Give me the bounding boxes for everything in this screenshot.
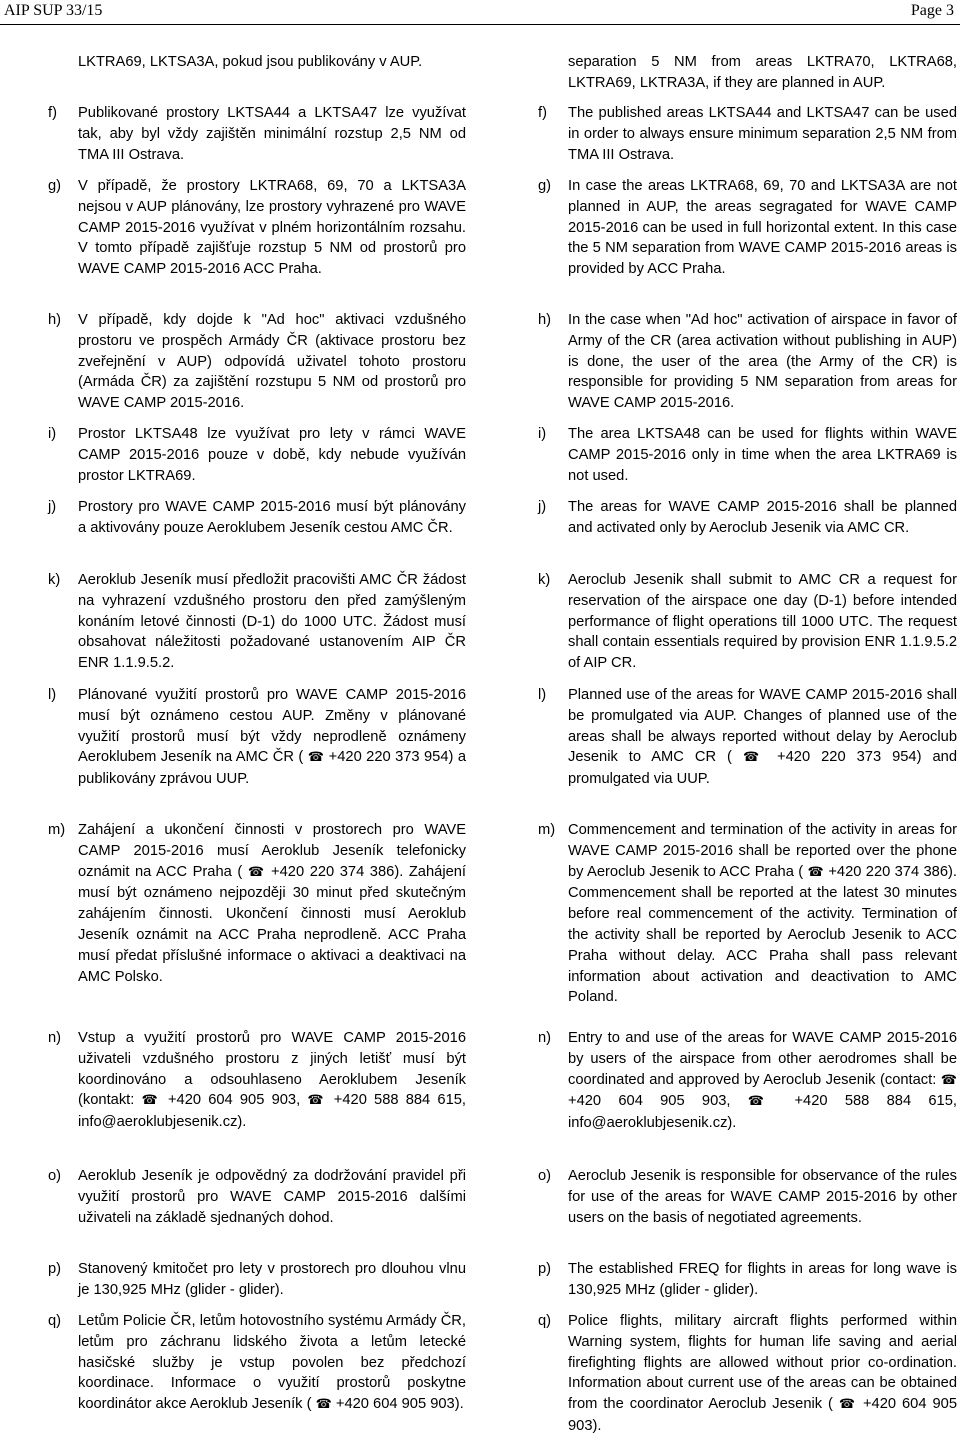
item-text: Stanovený kmitočet pro lety v prostorech pro dlouhou vlnu je 130,925 MHz (glider - glider). <box>78 1261 466 1298</box>
paragraph-text: LKTRA69, LKTSA3A, pokud jsou publikovány v AUP. <box>78 54 423 70</box>
item-text: Publikované prostory LKTSA44 a LKTSA47 lze využívat tak, aby byl vždy zajištěn minimální rozstup 2,5 NM od TMA III Ostrava. <box>78 105 466 163</box>
list-item <box>538 310 957 414</box>
list-item <box>48 1028 466 1133</box>
item-label: q) <box>48 1313 62 1329</box>
list-item <box>48 176 466 280</box>
item-text: Plánované využití prostorů pro WAVE CAMP 2015-2016 musí být oznámeno cestou AUP. Změny v plánované využití prostorů musí být vždy neprodleně oznámeny Aeroklubem Jeseník na AMC ČR ( ☎ +420 220 373 954) a publikovány zprávou UUP. <box>78 687 466 788</box>
telephone-icon: ☎ <box>141 1093 161 1109</box>
paragraph-text: separation 5 NM from areas LKTRA70, LKTRA68, LKTRA69, LKTRA3A, if they are planned in AUP. <box>568 54 957 91</box>
item-text: Entry to and use of the areas for WAVE CAMP 2015-2016 by users of the airspace from other aerodromes shall be coordinated and approved by Aeroclub Jesenik (contact: ☎ +420 604 905 903, ☎ +420 588 884 615, info@aeroklubjesenik.cz). <box>568 1030 957 1132</box>
item-text: The area LKTSA48 can be used for flights within WAVE CAMP 2015-2016 only in time when the area LKTRA69 is not used. <box>568 426 957 484</box>
item-text: Zahájení a ukončení činnosti v prostorech pro WAVE CAMP 2015-2016 musí Aeroklub Jeseník telefonicky oznámit na ACC Praha ( ☎ +420 220 374 386). Zahájení musí být oznámeno nejpozději 30 minut před skutečným zahájením činnosti. Ukončení činnosti musí Aeroklub Jeseník oznámit na ACC Praha neprodleně. ACC Praha musí předat příslušné informace o aktivaci a deaktivaci na AMC Polsko. <box>78 822 466 985</box>
list-item <box>48 1166 466 1228</box>
list-item <box>538 176 957 280</box>
page-number: Page 3 <box>910 2 954 19</box>
paragraph-continuation <box>48 52 466 73</box>
list-item <box>48 103 466 165</box>
telephone-icon: ☎ <box>807 864 824 880</box>
item-label: g) <box>538 178 552 194</box>
item-label: o) <box>538 1168 552 1184</box>
item-text: The areas for WAVE CAMP 2015-2016 shall be planned and activated only by Aeroclub Jesenik via AMC CR. <box>568 499 957 536</box>
item-label: i) <box>48 426 57 442</box>
paragraph-continuation <box>538 52 957 94</box>
list-item <box>538 685 957 790</box>
item-text: The established FREQ for flights in areas for long wave is 130,925 MHz (glider - glider). <box>568 1261 957 1298</box>
item-text: Planned use of the areas for WAVE CAMP 2015-2016 shall be promulgated via AUP. Changes of planned use of the areas shall be always reported without delay by Aeroclub Jesenik to AMC CR ( ☎ +420 220 373 954) and promulgated via UUP. <box>568 687 957 788</box>
item-text: Aeroclub Jesenik shall submit to AMC CR a request for reservation of the airspace one day (D-1) before intended performance of flight operations till 1000 UTC. The request shall contain essentials required by provision ENR 1.1.9.5.2 of AIP CR. <box>568 572 957 672</box>
item-label: n) <box>48 1030 62 1046</box>
item-text: Prostory pro WAVE CAMP 2015-2016 musí být plánovány a aktivovány pouze Aeroklubem Jeseník cestou AMC ČR. <box>78 499 466 536</box>
item-text: Police flights, military aircraft flights performed within Warning system, flights for human life saving and aerial firefighting flights are allowed without prior co-ordination. Information about current use of the areas can be obtained from the coordinator Aeroclub Jesenik ( ☎ +420 604 905 903). <box>568 1313 957 1434</box>
item-label: n) <box>538 1030 552 1046</box>
item-label: j) <box>48 499 57 515</box>
telephone-icon: ☎ <box>940 1072 957 1088</box>
header-divider <box>0 24 960 25</box>
item-text: Letům Policie ČR, letům hotovostního systému Armády ČR, letům pro záchranu lidského života a letům letecké hasičské služby je vstup povolen bez předchozí koordinace. Informace o využití prostorů poskytne koordinátor akce Aeroklub Jeseník ( ☎ +420 604 905 903). <box>78 1313 466 1413</box>
item-label: l) <box>48 687 57 703</box>
telephone-icon: ☎ <box>315 1397 332 1413</box>
list-item <box>538 424 957 486</box>
list-item <box>538 103 957 165</box>
list-item <box>48 820 466 987</box>
item-text: Commencement and termination of the activity in areas for WAVE CAMP 2015-2016 shall be reported over the phone by Aeroclub Jesenik to ACC Praha ( ☎ +420 220 374 386). Commencement shall be reported at the latest 30 minutes before real commencement of the activity. Termination of the activity shall be reported by Aeroclub Jesenik to ACC Praha without delay. ACC Praha shall pass relevant information about activation and deactivation to AMC Poland. <box>568 822 957 1006</box>
telephone-icon: ☎ <box>307 750 325 766</box>
item-text: The published areas LKTSA44 and LKTSA47 can be used in order to always ensure minimum separation 2,5 NM from TMA III Ostrava. <box>568 105 957 163</box>
item-text: Vstup a využití prostorů pro WAVE CAMP 2015-2016 uživateli vzdušného prostoru z jiných letišť musí být koordinováno a odsouhlaseno Aeroklubem Jeseník (kontakt: ☎ +420 604 905 903, ☎ +420 588 884 615, info@aeroklubjesenik.cz). <box>78 1030 466 1131</box>
telephone-icon: ☎ <box>838 1397 857 1413</box>
telephone-icon: ☎ <box>742 750 767 766</box>
item-text: Aeroklub Jeseník musí předložit pracovišti AMC ČR žádost na vyhrazení vzdušného prostoru den před zamýšleným konáním letové činnosti (D-1) do 1000 UTC. Žádost musí obsahovat náležitosti požadované ustanovením AIP ČR ENR 1.1.9.5.2. <box>78 572 466 672</box>
item-label: f) <box>538 105 547 121</box>
czech-column <box>48 52 466 1432</box>
item-label: k) <box>538 572 551 588</box>
list-item <box>538 1166 957 1228</box>
document-reference: AIP SUP 33/15 <box>4 2 103 19</box>
list-item <box>48 310 466 414</box>
list-item <box>538 1028 957 1134</box>
list-item <box>48 685 466 790</box>
telephone-icon: ☎ <box>247 864 266 880</box>
item-text: Aeroklub Jeseník je odpovědný za dodržování pravidel při využití prostorů pro WAVE CAMP 2015-2016 dalšími uživateli na základě sjednaných dohod. <box>78 1168 466 1226</box>
telephone-icon: ☎ <box>307 1093 327 1109</box>
list-item <box>48 497 466 539</box>
item-text: V případě, kdy dojde k "Ad hoc" aktivaci vzdušného prostoru ve prospěch Armády ČR (aktivace prostoru bez zveřejnění v AUP) odpovídá uživatel tohoto prostoru (Armáda ČR) za zajištění rozstupu 5 NM od prostorů pro WAVE CAMP 2015-2016. <box>78 312 466 412</box>
item-label: p) <box>538 1261 552 1277</box>
list-item <box>538 1311 957 1437</box>
list-item <box>48 424 466 486</box>
item-label: l) <box>538 687 547 703</box>
item-label: m) <box>48 822 66 838</box>
item-label: f) <box>48 105 57 121</box>
item-label: p) <box>48 1261 62 1277</box>
item-text: Prostor LKTSA48 lze využívat pro lety v rámci WAVE CAMP 2015-2016 pouze v době, kdy nebude využíván prostor LKTRA69. <box>78 426 466 484</box>
item-label: m) <box>538 822 556 838</box>
list-item <box>48 1311 466 1416</box>
list-item <box>48 570 466 674</box>
item-label: h) <box>48 312 62 328</box>
item-text: Aeroclub Jesenik is responsible for observance of the rules for use of the areas for WAVE CAMP 2015-2016 by other users on the basis of negotiated agreements. <box>568 1168 957 1226</box>
item-label: i) <box>538 426 547 442</box>
item-label: j) <box>538 499 547 515</box>
item-label: o) <box>48 1168 62 1184</box>
item-label: h) <box>538 312 552 328</box>
item-text: V případě, že prostory LKTRA68, 69, 70 a LKTSA3A nejsou v AUP plánovány, lze prostory vyhrazené pro WAVE CAMP 2015-2016 využívat v plném horizontálním rozsahu. V tomto případě zajišťuje rozstup 5 NM od prostorů pro WAVE CAMP 2015-2016 ACC Praha. <box>78 178 466 278</box>
item-label: g) <box>48 178 62 194</box>
telephone-icon: ☎ <box>747 1094 778 1110</box>
list-item <box>48 1259 466 1301</box>
list-item <box>538 497 957 539</box>
item-label: k) <box>48 572 61 588</box>
item-text: In the case when "Ad hoc" activation of airspace in favor of Army of the CR (area activation without publishing in AUP) is done, the user of the area (the Army of the CR) is responsible for providing 5 NM separation from areas for WAVE CAMP 2015-2016. <box>568 312 957 412</box>
item-text: In case the areas LKTRA68, 69, 70 and LKTSA3A are not planned in AUP, the areas segragated for WAVE CAMP 2015-2016 can be used in full horizontal extent. In this case the 5 NM separation from WAVE CAMP 2015-2016 areas is provided by ACC Praha. <box>568 178 957 278</box>
page-header <box>0 0 960 22</box>
english-column <box>538 52 957 1432</box>
list-item <box>538 820 957 1008</box>
list-item <box>538 570 957 674</box>
item-label: q) <box>538 1313 552 1329</box>
list-item <box>538 1259 957 1301</box>
